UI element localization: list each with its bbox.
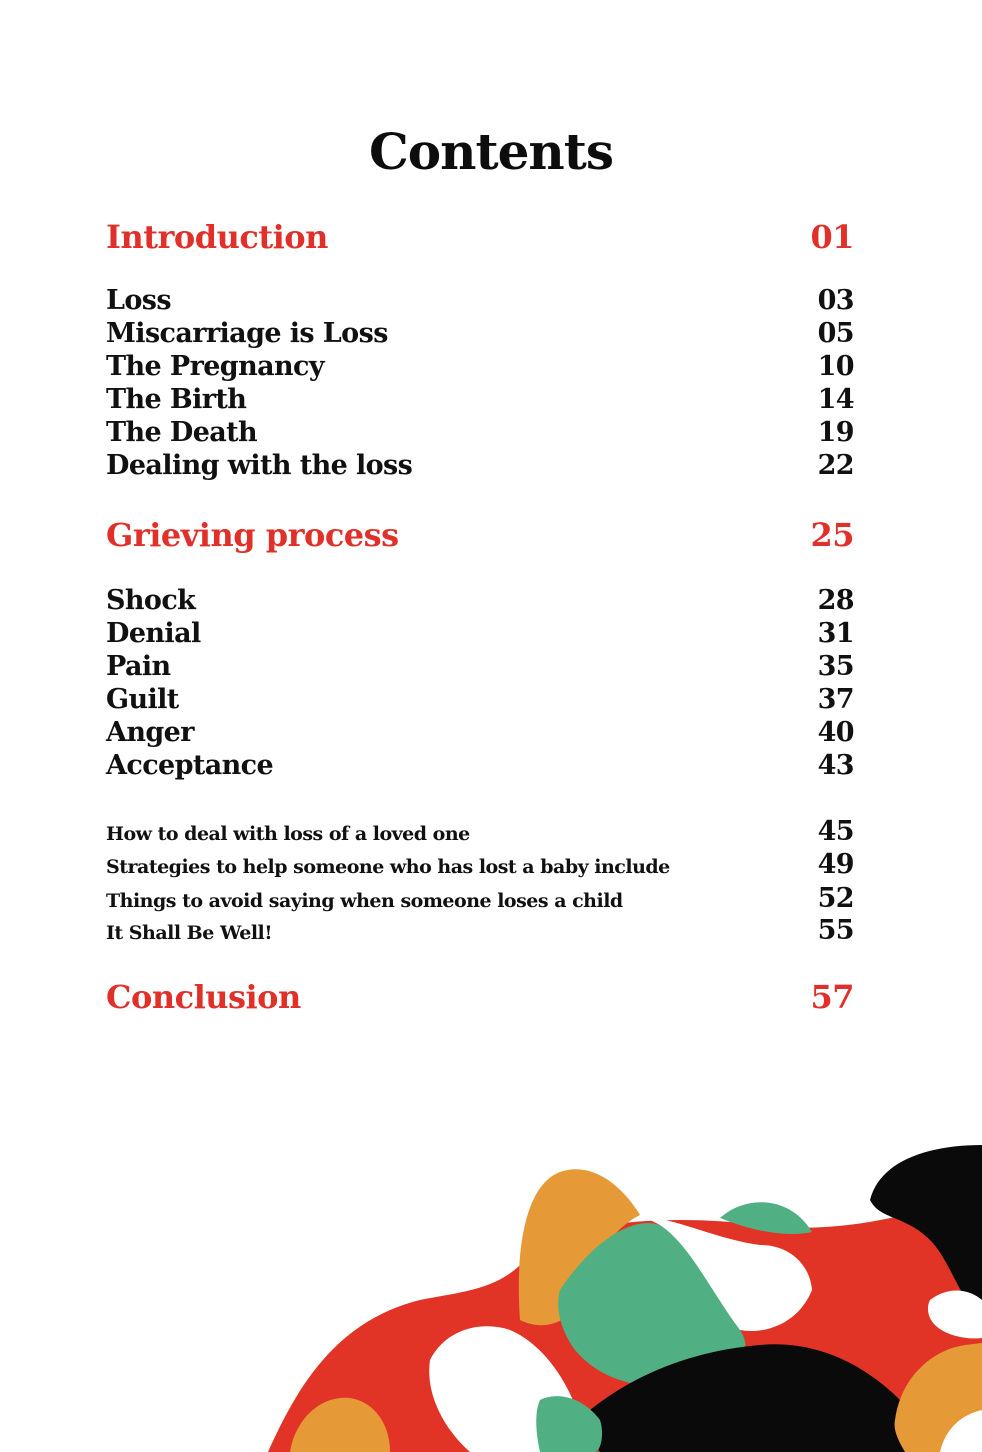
- toc-section-page: 57: [810, 978, 854, 1016]
- toc-section-label: Conclusion: [106, 978, 301, 1016]
- toc-entry-label: How to deal with loss of a loved one: [106, 823, 470, 845]
- toc-entry-label: Shock: [106, 585, 196, 616]
- toc-entry-label: The Birth: [106, 384, 247, 415]
- toc-entry-label: Anger: [106, 717, 194, 748]
- toc-entry-page: 37: [817, 684, 854, 715]
- toc-entry-label: The Pregnancy: [106, 351, 324, 382]
- toc-entry-page: 55: [817, 915, 854, 946]
- toc-entry-label: Pain: [106, 651, 171, 682]
- toc-entry-label: Miscarriage is Loss: [106, 318, 388, 349]
- toc-entry-label: Guilt: [106, 684, 179, 715]
- toc-section-label: Introduction: [106, 218, 328, 256]
- toc-section-page: 25: [810, 516, 854, 554]
- toc-entry-page: 45: [817, 816, 854, 847]
- toc-entry-page: 40: [817, 717, 854, 748]
- toc-entry-page: 49: [817, 849, 854, 880]
- toc-entry-label: Dealing with the loss: [106, 450, 413, 481]
- toc-entry-page: 05: [817, 318, 854, 349]
- toc-entry-page: 10: [817, 351, 854, 382]
- toc-entry-page: 19: [817, 417, 854, 448]
- toc-entry-page: 03: [817, 285, 854, 316]
- toc-entry-page: 43: [817, 750, 854, 781]
- toc-entry-page: 28: [817, 585, 854, 616]
- page-title: Contents: [368, 122, 613, 181]
- toc-entry-label: Things to avoid saying when someone loses a child: [106, 890, 623, 912]
- toc-section-page: 01: [810, 218, 854, 256]
- toc-entry-page: 31: [817, 618, 854, 649]
- toc-entry-label: It Shall Be Well!: [106, 922, 273, 944]
- toc-entry-label: The Death: [106, 417, 258, 448]
- toc-section-label: Grieving process: [106, 516, 399, 554]
- toc-entry-page: 14: [817, 384, 854, 415]
- toc-entry-label: Denial: [106, 618, 201, 649]
- toc-entry-page: 22: [817, 450, 854, 481]
- toc-entry-page: 52: [817, 883, 854, 914]
- toc-entry-label: Loss: [106, 285, 171, 316]
- toc-entry-label: Strategies to help someone who has lost a baby include: [106, 856, 670, 878]
- toc-entry-page: 35: [817, 651, 854, 682]
- toc-entry-label: Acceptance: [106, 750, 274, 781]
